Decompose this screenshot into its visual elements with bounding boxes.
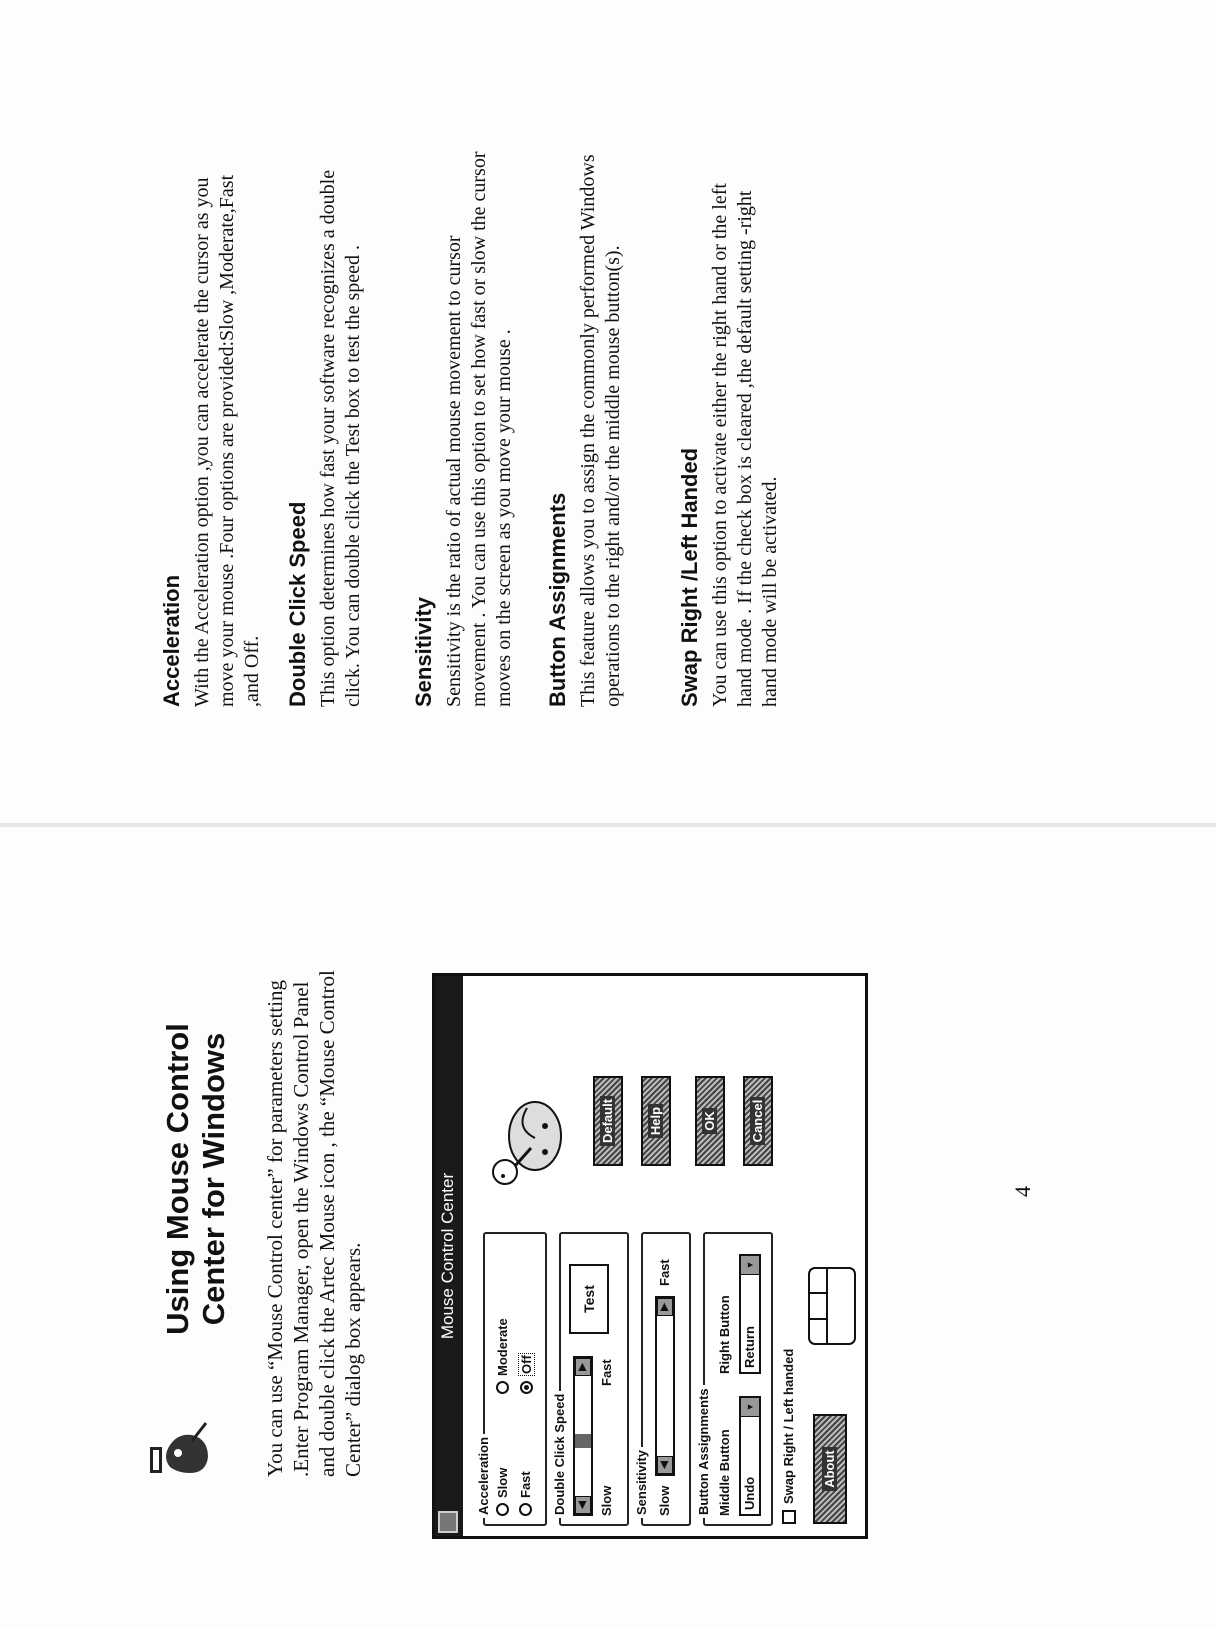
right-button-label: Right Button [717, 1295, 732, 1374]
title-line-2: Center for Windows [196, 1032, 231, 1326]
page-number: 4 [1010, 1186, 1035, 1197]
swap-hand-label: Swap Right / Left handed [781, 1348, 796, 1504]
mouse-logo-icon [148, 1417, 212, 1477]
dialog-title-bar [435, 976, 463, 1536]
section-body: Sensitivity is the ratio of actual mouse movement to cursor movement . You can use this option to set how fast or slow the cursor moves on the screen as you move your mouse . [443, 151, 515, 707]
sensitivity-group [634, 1232, 691, 1526]
help-button[interactable] [641, 1076, 671, 1166]
double-click-legend: Double Click Speed [552, 1391, 567, 1518]
section-body: With the Acceleration option ,you can accelerate the cursor as you move your mouse .Four options are provided:Slow ,Moderate,Fast ,and Off. [191, 174, 263, 707]
section-acceleration [158, 147, 265, 707]
ok-button[interactable] [695, 1076, 725, 1166]
section-heading: Double Click Speed [285, 501, 310, 707]
middle-button-label: Middle Button [717, 1429, 732, 1516]
radio-off[interactable] [518, 1353, 535, 1394]
section-swap-hand [676, 147, 783, 707]
middle-button-select[interactable] [739, 1396, 761, 1516]
title-line-1: Using Mouse Control [160, 1023, 195, 1335]
checkbox-box[interactable] [782, 1510, 796, 1524]
test-button[interactable]: Test [569, 1264, 609, 1334]
section-double-click [284, 147, 366, 707]
acceleration-legend: Acceleration [476, 1434, 491, 1518]
sensitivity-min-label: Slow [657, 1485, 672, 1516]
acceleration-group [476, 1232, 547, 1526]
about-button-label: About [822, 1447, 837, 1491]
right-button-select[interactable] [739, 1254, 761, 1374]
section-body: This option determines how fast your software recognizes a double click. You can double click the Test box to test the speed . [317, 169, 364, 707]
radio-circle-selected [520, 1381, 533, 1394]
scroll-right-icon[interactable]: ▶ [657, 1298, 673, 1316]
button-assignments-legend: Button Assignments [696, 1385, 711, 1518]
page-4 [0, 827, 1216, 1627]
swap-hand-checkbox[interactable] [781, 1349, 796, 1524]
right-button-value: Return [742, 1326, 757, 1368]
cancel-button[interactable] [743, 1076, 773, 1166]
double-click-slider[interactable] [573, 1356, 593, 1516]
section-body: You can use this option to activate either the right hand or the left hand mode . If the check box is cleared ,the default setting -right hand mode will be activated. [709, 183, 781, 707]
radio-moderate[interactable] [495, 1318, 510, 1394]
double-click-group [552, 1232, 629, 1526]
button-assignments-group [696, 1232, 773, 1526]
section-button-assignments [544, 147, 626, 707]
double-click-min-label: Slow [599, 1485, 614, 1516]
radio-moderate-label: Moderate [495, 1318, 510, 1376]
default-button-label: Default [600, 1096, 615, 1146]
dialog-title: Mouse Control Center [438, 1172, 457, 1340]
section-sensitivity [410, 147, 517, 707]
section-heading: Sensitivity [411, 596, 436, 707]
section-heading: Acceleration [159, 574, 184, 707]
radio-slow-label: Slow [495, 1467, 510, 1498]
section-heading: Swap Right /Left Handed [677, 447, 702, 707]
radio-fast-label: Fast [518, 1471, 533, 1498]
page-gutter [0, 823, 1216, 827]
scroll-left-icon[interactable]: ◀ [657, 1456, 673, 1474]
section-body: This feature allows you to assign the commonly performed Windows operations to the right and/or the middle mouse button(s). [577, 154, 624, 707]
scroll-right-icon[interactable]: ▶ [575, 1358, 591, 1376]
sensitivity-max-label: Fast [657, 1259, 672, 1286]
radio-circle [496, 1381, 509, 1394]
cancel-button-label: Cancel [750, 1097, 765, 1146]
radio-fast[interactable] [518, 1471, 533, 1516]
help-button-label: Help [648, 1104, 663, 1138]
radio-slow[interactable] [495, 1468, 510, 1516]
scroll-left-icon[interactable]: ◀ [575, 1496, 591, 1514]
dropdown-arrow-icon[interactable]: ▼ [741, 1256, 759, 1275]
about-button[interactable] [813, 1414, 847, 1524]
page-title [160, 969, 232, 1389]
mouse-control-center-dialog [432, 973, 868, 1539]
double-click-max-label: Fast [599, 1359, 614, 1386]
section-heading: Button Assignments [545, 492, 570, 707]
slider-thumb[interactable] [575, 1434, 591, 1448]
page-5 [0, 7, 1216, 807]
intro-paragraph: You can use “Mouse Control center” for parameters setting .Enter Program Manager, open the Windows Control Panel and double click the Artec Mouse icon , the “Mouse Control Center” dialog box appears. [263, 970, 365, 1477]
middle-button-value: Undo [742, 1476, 757, 1510]
dropdown-arrow-icon[interactable]: ▼ [741, 1398, 759, 1417]
default-button[interactable] [593, 1076, 623, 1166]
ok-button-label: OK [702, 1108, 717, 1134]
radio-circle [496, 1503, 509, 1516]
mouse-buttons-diagram-icon [807, 1266, 857, 1346]
sensitivity-slider[interactable] [655, 1296, 675, 1476]
radio-off-label: Off [519, 1355, 534, 1374]
sensitivity-legend: Sensitivity [634, 1447, 649, 1518]
radio-circle [519, 1503, 532, 1516]
mouse-cartoon-icon [475, 1086, 575, 1196]
